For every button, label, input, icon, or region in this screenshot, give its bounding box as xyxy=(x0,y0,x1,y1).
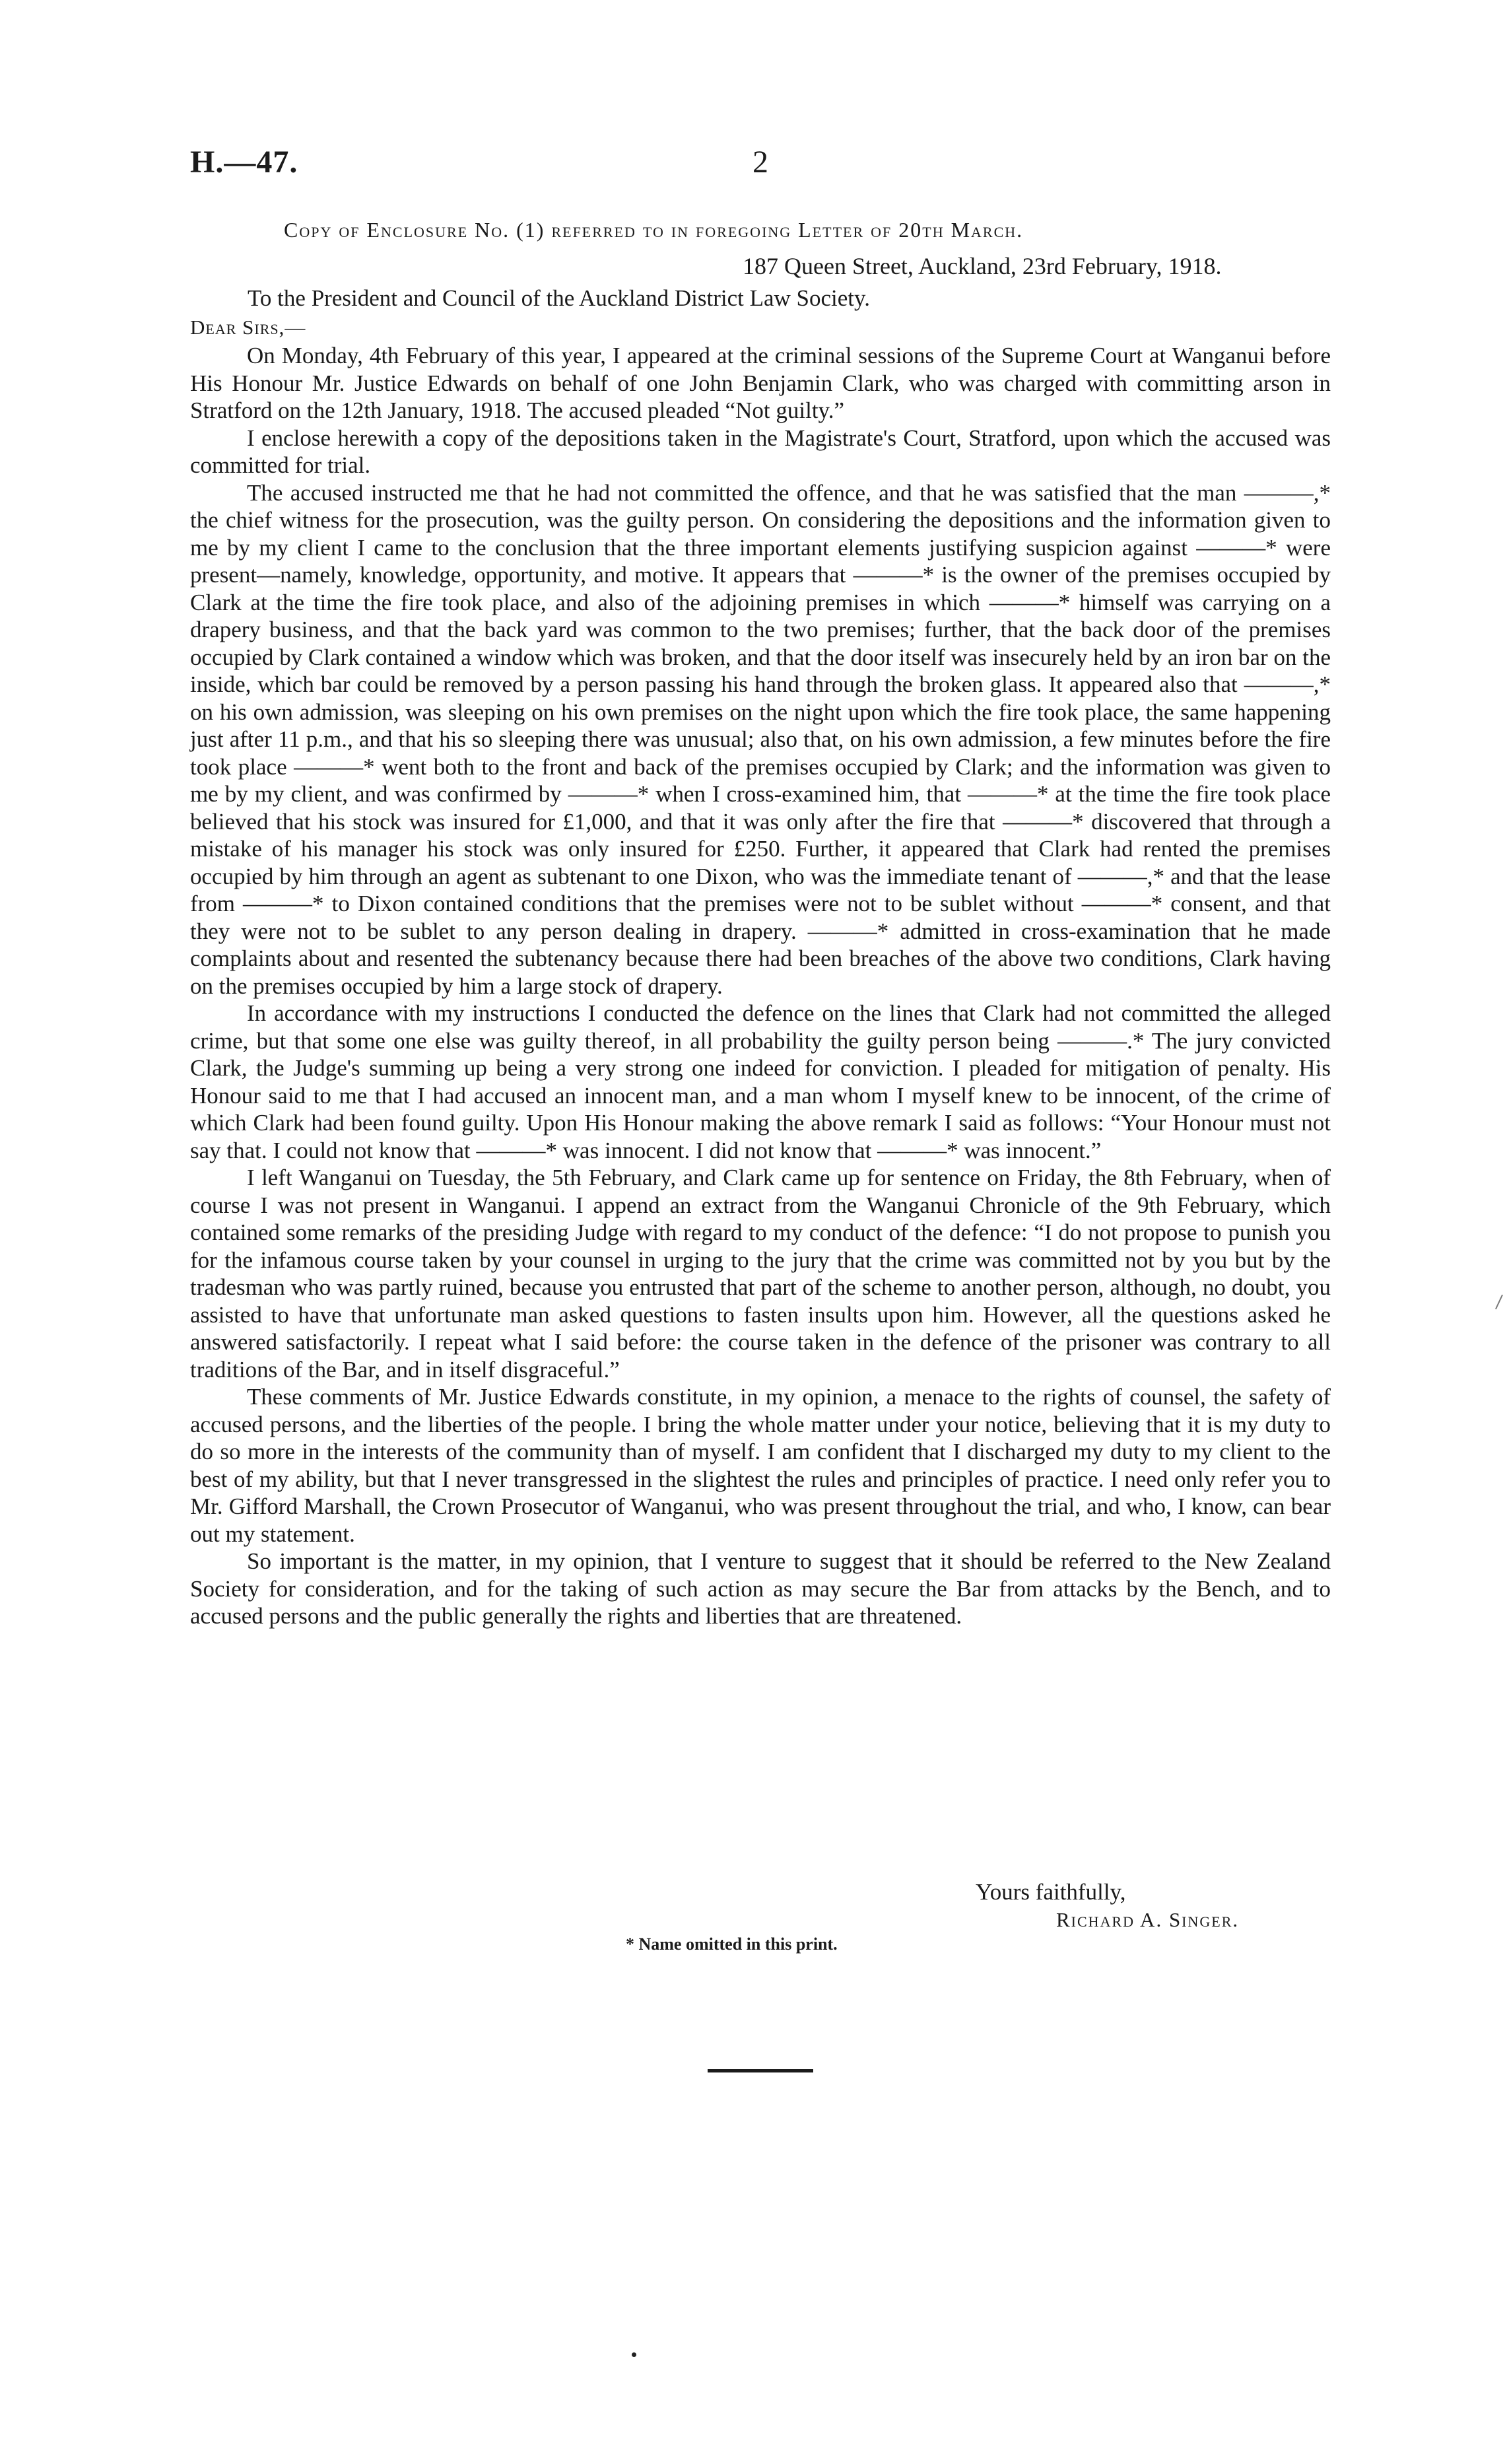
paragraph: I left Wanganui on Tuesday, the 5th February, and Clark came up for sentence on Friday, the 8th February, when of course I was not present in Wanganui. I append an extract from the Wanganui Chronicle of the 9th February, which contained some remarks of the presiding Judge with regard to my conduct of the defence: “I do not propose to punish you for the infamous course taken by your counsel in urging to the jury that the crime was committed not by you but by the tradesman who was partly ruined, because you entrusted that part of the scheme to another person, although, no doubt, you assisted to have that unfortunate man asked questions to fasten insults upon him. However, all the questions asked he answered satisfactorily. I repeat what I said before: the course taken in the defence of the prisoner was contrary to all traditions of the Bar, and in itself disgraceful.” xyxy=(190,1165,1331,1383)
sender-address: 187 Queen Street, Auckland, 23rd February, 1918. xyxy=(743,253,1222,279)
addressee: To the President and Council of the Auckland District Law Society. xyxy=(248,285,871,311)
print-dot xyxy=(632,2352,636,2357)
paragraph: On Monday, 4th February of this year, I appeared at the criminal sessions of the Supreme Court at Wanganui before His Honour Mr. Justice Edwards on behalf of one John Benjamin Clark, who was charged with committing arson in Stratford on the 12th January, 1918. The accused pleaded “Not guilty.” xyxy=(190,343,1331,423)
closing: Yours faithfully, xyxy=(976,1879,1126,1905)
footnote: * Name omitted in this print. xyxy=(626,1934,838,1954)
paragraph: The accused instructed me that he had not committed the offence, and that he was satisfied that the man ———,* the chief witness for the prosecution, was the guilty person. On considering the depositions and the information given to me by my client I came to the conclusion that the three important elements justifying suspicion against ———* were present—namely, knowledge, opportunity, and motive. It appears that ———* is the owner of the premises occupied by Clark at the time the fire took place, and also of the adjoining premises in which ———* himself was carrying on a drapery business, and that the back yard was common to the two premises; further, that the back door of the premises occupied by Clark contained a window which was broken, and that the door itself was insecurely held by an iron bar on the inside, which bar could be removed by a person passing his hand through the broken glass. It appeared also that ———,* on his own admission, was sleeping on his own premises on the night upon which the fire took place, the same happening just after 11 p.m., and that his so sleeping there was unusual; also that, on his own admission, a few minutes before the fire took place ———* went both to the front and back of the premises occupied by Clark; and the information was given to me by my client, and was confirmed by ———* when I cross-examined him, that ———* at the time the fire took place believed that his stock was insured for £1,000, and that it was only after the fire that ———* discovered that through a mistake of his manager his stock was only insured for £250. Further, it appeared that Clark had rented the premises occupied by him through an agent as subtenant to one Dixon, who was the immediate tenant of ———,* and that the lease from ———* to Dixon contained conditions that the premises were not to be sublet without ———* consent, and that they were not to be sublet to any person dealing in drapery. ———* admitted in cross-examination that he made complaints about and resented the subtenancy because there had been breaches of the above two conditions, Clark having on the premises occupied by him a large stock of drapery. xyxy=(190,479,1331,999)
page-number: 2 xyxy=(752,145,768,180)
paragraph: So important is the matter, in my opinion, that I venture to suggest that it should be referred to the New Zealand Society for consideration, and for the taking of such action as may secure the Bar from attacks by the Bench, and to accused persons and the public generally the rights and liberties that are threatened. xyxy=(190,1548,1331,1629)
paragraph: These comments of Mr. Justice Edwards constitute, in my opinion, a menace to the rights of counsel, the safety of accused persons, and the liberties of the people. I bring the whole matter under your notice, believing that it is my duty to do so more in the interests of the community than of myself. I am confident that I discharged my duty to my client to the best of my ability, but that I never transgressed in the slightest the rules and principles of practice. I need only refer you to Mr. Gifford Marshall, the Crown Prosecutor of Wanganui, who was present throughout the trial, and who, I know, can bear out my statement. xyxy=(190,1384,1331,1547)
paragraph: In accordance with my instructions I conducted the defence on the lines that Clark had not committed the alleged crime, but that some one else was guilty thereof, in all probability the guilty person being ———.* The jury convicted Clark, the Judge's summing up being a very strong one indeed for conviction. I pleaded for mitigation of penalty. His Honour said to me that I had accused an innocent man, and a man whom I myself knew to be innocent, of the crime of which Clark had been found guilty. Upon His Honour making the above remark I said as follows: “Your Honour must not say that. I could not know that ———* was innocent. I did not know that ———* was innocent.” xyxy=(190,1000,1331,1163)
signature: Richard A. Singer. xyxy=(1056,1908,1240,1931)
end-rule xyxy=(708,2069,813,2072)
paragraph: I enclose herewith a copy of the depositions taken in the Magistrate's Court, Stratford, upon which the accused was committed for trial. xyxy=(190,425,1331,478)
margin-mark xyxy=(1495,1295,1503,1310)
document-reference: H.—47. xyxy=(190,145,298,180)
letter-body xyxy=(190,342,1331,1630)
enclosure-heading: Copy of Enclosure No. (1) referred to in foregoing Letter of 20th March. xyxy=(284,218,1024,242)
salutation: Dear Sirs,— xyxy=(190,316,306,339)
